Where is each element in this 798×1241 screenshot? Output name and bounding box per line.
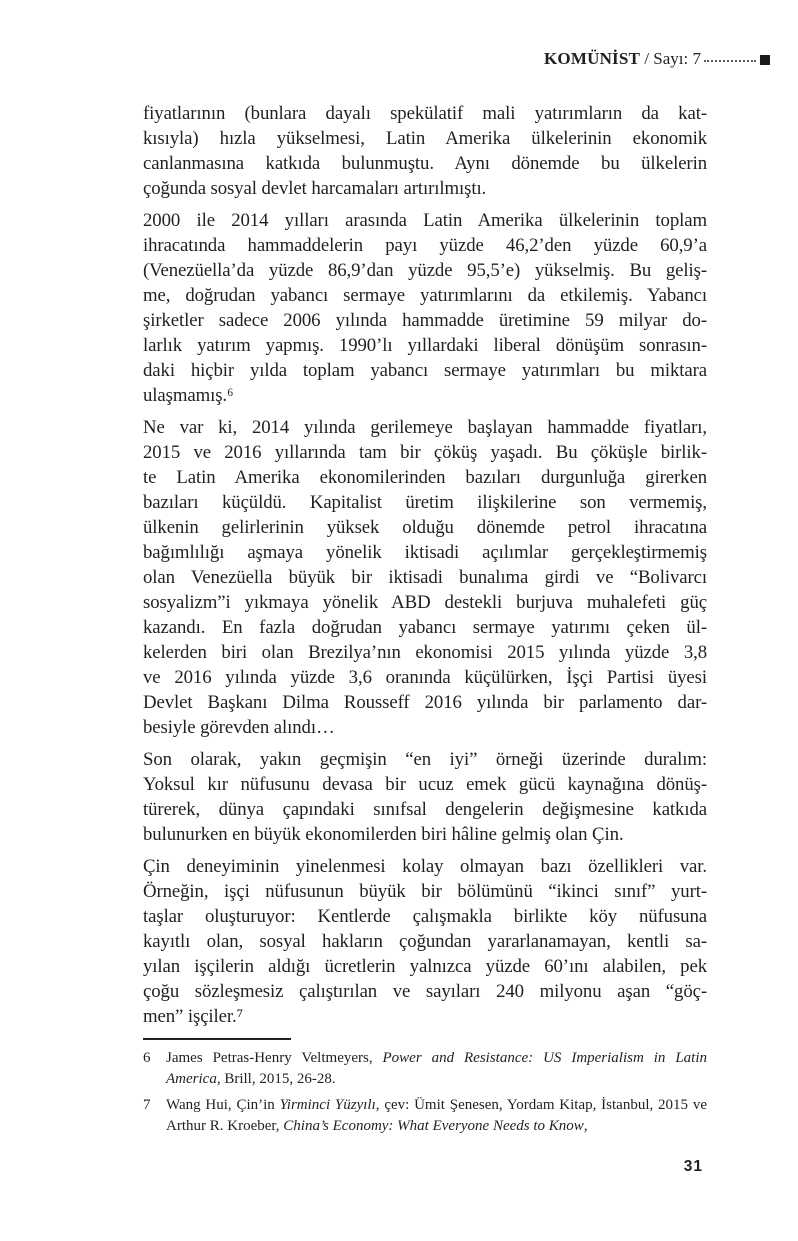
text-line: çoğu sözleşmesiz çalıştırılan ve sayıları 240 milyonu aşan “göç- <box>143 981 707 1002</box>
footnote-text-segment: , Brill, 2015, 26-28. <box>216 1070 336 1087</box>
text-line: Devlet Başkanı Dilma Rousseff 2016 yılında bir parlamento dar- <box>143 692 707 713</box>
dotted-leader-rule <box>704 60 756 62</box>
black-square-icon <box>760 55 770 65</box>
text-line: şirketler sadece 2006 yılında hammadde üretimine 59 milyar do- <box>143 310 707 331</box>
text-line: canlanmasına katkıda bulunmuştu. Aynı dönemde bu ülkelerin <box>143 153 707 174</box>
text-line: kelerden biri olan Brezilya’nın ekonomisi 2015 yılında yüzde 3,8 <box>143 642 707 663</box>
text-line: besiyle görevden alındı… <box>143 717 335 738</box>
running-header <box>544 49 770 69</box>
text-line: Son olarak, yakın geçmişin “en iyi” örneği üzerinde duralım: <box>143 749 707 770</box>
footnote-text <box>166 1097 707 1134</box>
text-line: men” işçiler.⁷ <box>143 1006 244 1027</box>
text-line: bağımlılığı aşmaya yönelik iktisadi açılımlar gerçekleştirmemiş <box>143 542 707 563</box>
text-line: bulunurken en büyük ekonomilerden biri hâline gelmiş olan Çin. <box>143 824 624 845</box>
text-line: taşlar oluşturuyor: Kentlerde çalışmakla birlikte köy nüfusuna <box>143 906 707 927</box>
footnote-6 <box>143 1048 707 1089</box>
text-line: Çin deneyiminin yinelenmesi kolay olmayan bazı özellikleri var. <box>143 856 707 877</box>
text-line: ülkenin gelirlerinin yüksek olduğu dönemde petrol ihracatına <box>143 517 707 538</box>
footnote-title-italic: Yirminci Yüzyılı <box>279 1097 376 1113</box>
footnote-text-segment: , <box>583 1117 588 1134</box>
text-line: (Venezüella’da yüzde 86,9’dan yüzde 95,5’e) yükselmiş. Bu geliş- <box>143 260 707 281</box>
text-line: te Latin Amerika ekonomilerinden bazıları durgunluğa girerken <box>143 467 707 488</box>
text-line: ihracatında hammaddelerin payı yüzde 46,2’den yüzde 60,9’a <box>143 235 707 256</box>
text-line: sosyalizm”i yıkmaya yönelik ABD destekli burjuva muhalefeti güç <box>143 592 707 613</box>
text-line: türerek, dünya çapındaki sınıfsal dengelerin değişmesine katkıda <box>143 799 707 820</box>
text-line: Örneğin, işçi nüfusunun büyük bir bölümünü “ikinci sınıf” yurt- <box>143 881 707 902</box>
text-line: bazıları küçüldü. Kapitalist üretim ilişkilerine son vermemiş, <box>143 492 707 513</box>
paragraph <box>143 415 707 740</box>
footnote-text-segment: , çev: Ümit Şenesen, Yordam Kitap, İstanbul, 2015 ve Arthur R. Kroeber, <box>166 1097 707 1134</box>
journal-title: KOMÜNİST <box>544 49 641 68</box>
text-line: daki hiçbir yılda toplam yabancı sermaye yatırımları bu miktara <box>143 360 707 381</box>
text-line: Ne var ki, 2014 yılında gerilemeye başlayan hammadde fiyatları, <box>143 417 707 438</box>
body-text-column <box>143 101 707 1142</box>
paragraph <box>143 101 707 201</box>
footnote-title-italic: Power and Resistance: US Imperialism in Latin America <box>166 1050 707 1087</box>
paragraph <box>143 208 707 408</box>
issue-label: Sayı: 7 <box>653 49 701 68</box>
page-number: 31 <box>683 1158 703 1175</box>
footnote-separator-rule <box>143 1038 291 1040</box>
text-line: ulaşmamış.⁶ <box>143 385 234 406</box>
footnote-text <box>166 1050 707 1087</box>
text-line: 2015 ve 2016 yıllarında tam bir çöküş yaşadı. Bu çöküşle birlik- <box>143 442 707 463</box>
text-line: çoğunda sosyal devlet harcamaları artırılmıştı. <box>143 178 487 199</box>
footnote-number: 7 <box>143 1097 151 1113</box>
text-line: me, doğrudan yabancı sermaye yatırımlarını da etkilemiş. Yabancı <box>143 285 707 306</box>
text-line: kısıyla) hızla yükselmesi, Latin Amerika ülkelerinin ekonomik <box>143 128 707 149</box>
text-line: kazandı. En fazla doğrudan yabancı sermaye yatırımı çeken ül- <box>143 617 707 638</box>
footnote-title-italic: China’s Economy: What Everyone Needs to Know <box>283 1117 584 1134</box>
footnote-text-segment: Wang Hui, Çin’in <box>166 1097 280 1113</box>
text-line: larlık yatırım yapmış. 1990’lı yıllardaki liberal dönüşüm sonrasın- <box>143 335 707 356</box>
text-line: yılan işçilerin aldığı ücretlerin yalnızca yüzde 60’ını alabilen, pek <box>143 956 707 977</box>
footnote-text-segment: James Petras-Henry Veltmeyers, <box>166 1050 383 1066</box>
paragraph <box>143 747 707 847</box>
text-line: olan Venezüella büyük bir iktisadi bunalıma girdi ve “Bolivarcı <box>143 567 707 588</box>
footnote-number: 6 <box>143 1050 151 1066</box>
text-line: kayıtlı olan, sosyal hakların çoğundan yararlanamayan, kentli sa- <box>143 931 707 952</box>
text-line: fiyatlarının (bunlara dayalı spekülatif mali yatırımların da kat- <box>143 103 707 124</box>
header-separator: / <box>640 49 654 68</box>
text-line: Yoksul kır nüfusunu devasa bir ucuz emek gücü kaynağına dönüş- <box>143 774 707 795</box>
text-line: 2000 ile 2014 yılları arasında Latin Amerika ülkelerinin toplam <box>143 210 707 231</box>
footnote-section <box>143 1038 707 1136</box>
text-line: ve 2016 yılında yüzde 3,6 oranında küçülürken, İşçi Partisi üyesi <box>143 667 707 688</box>
footnote-7 <box>143 1095 707 1136</box>
paragraph <box>143 854 707 1029</box>
